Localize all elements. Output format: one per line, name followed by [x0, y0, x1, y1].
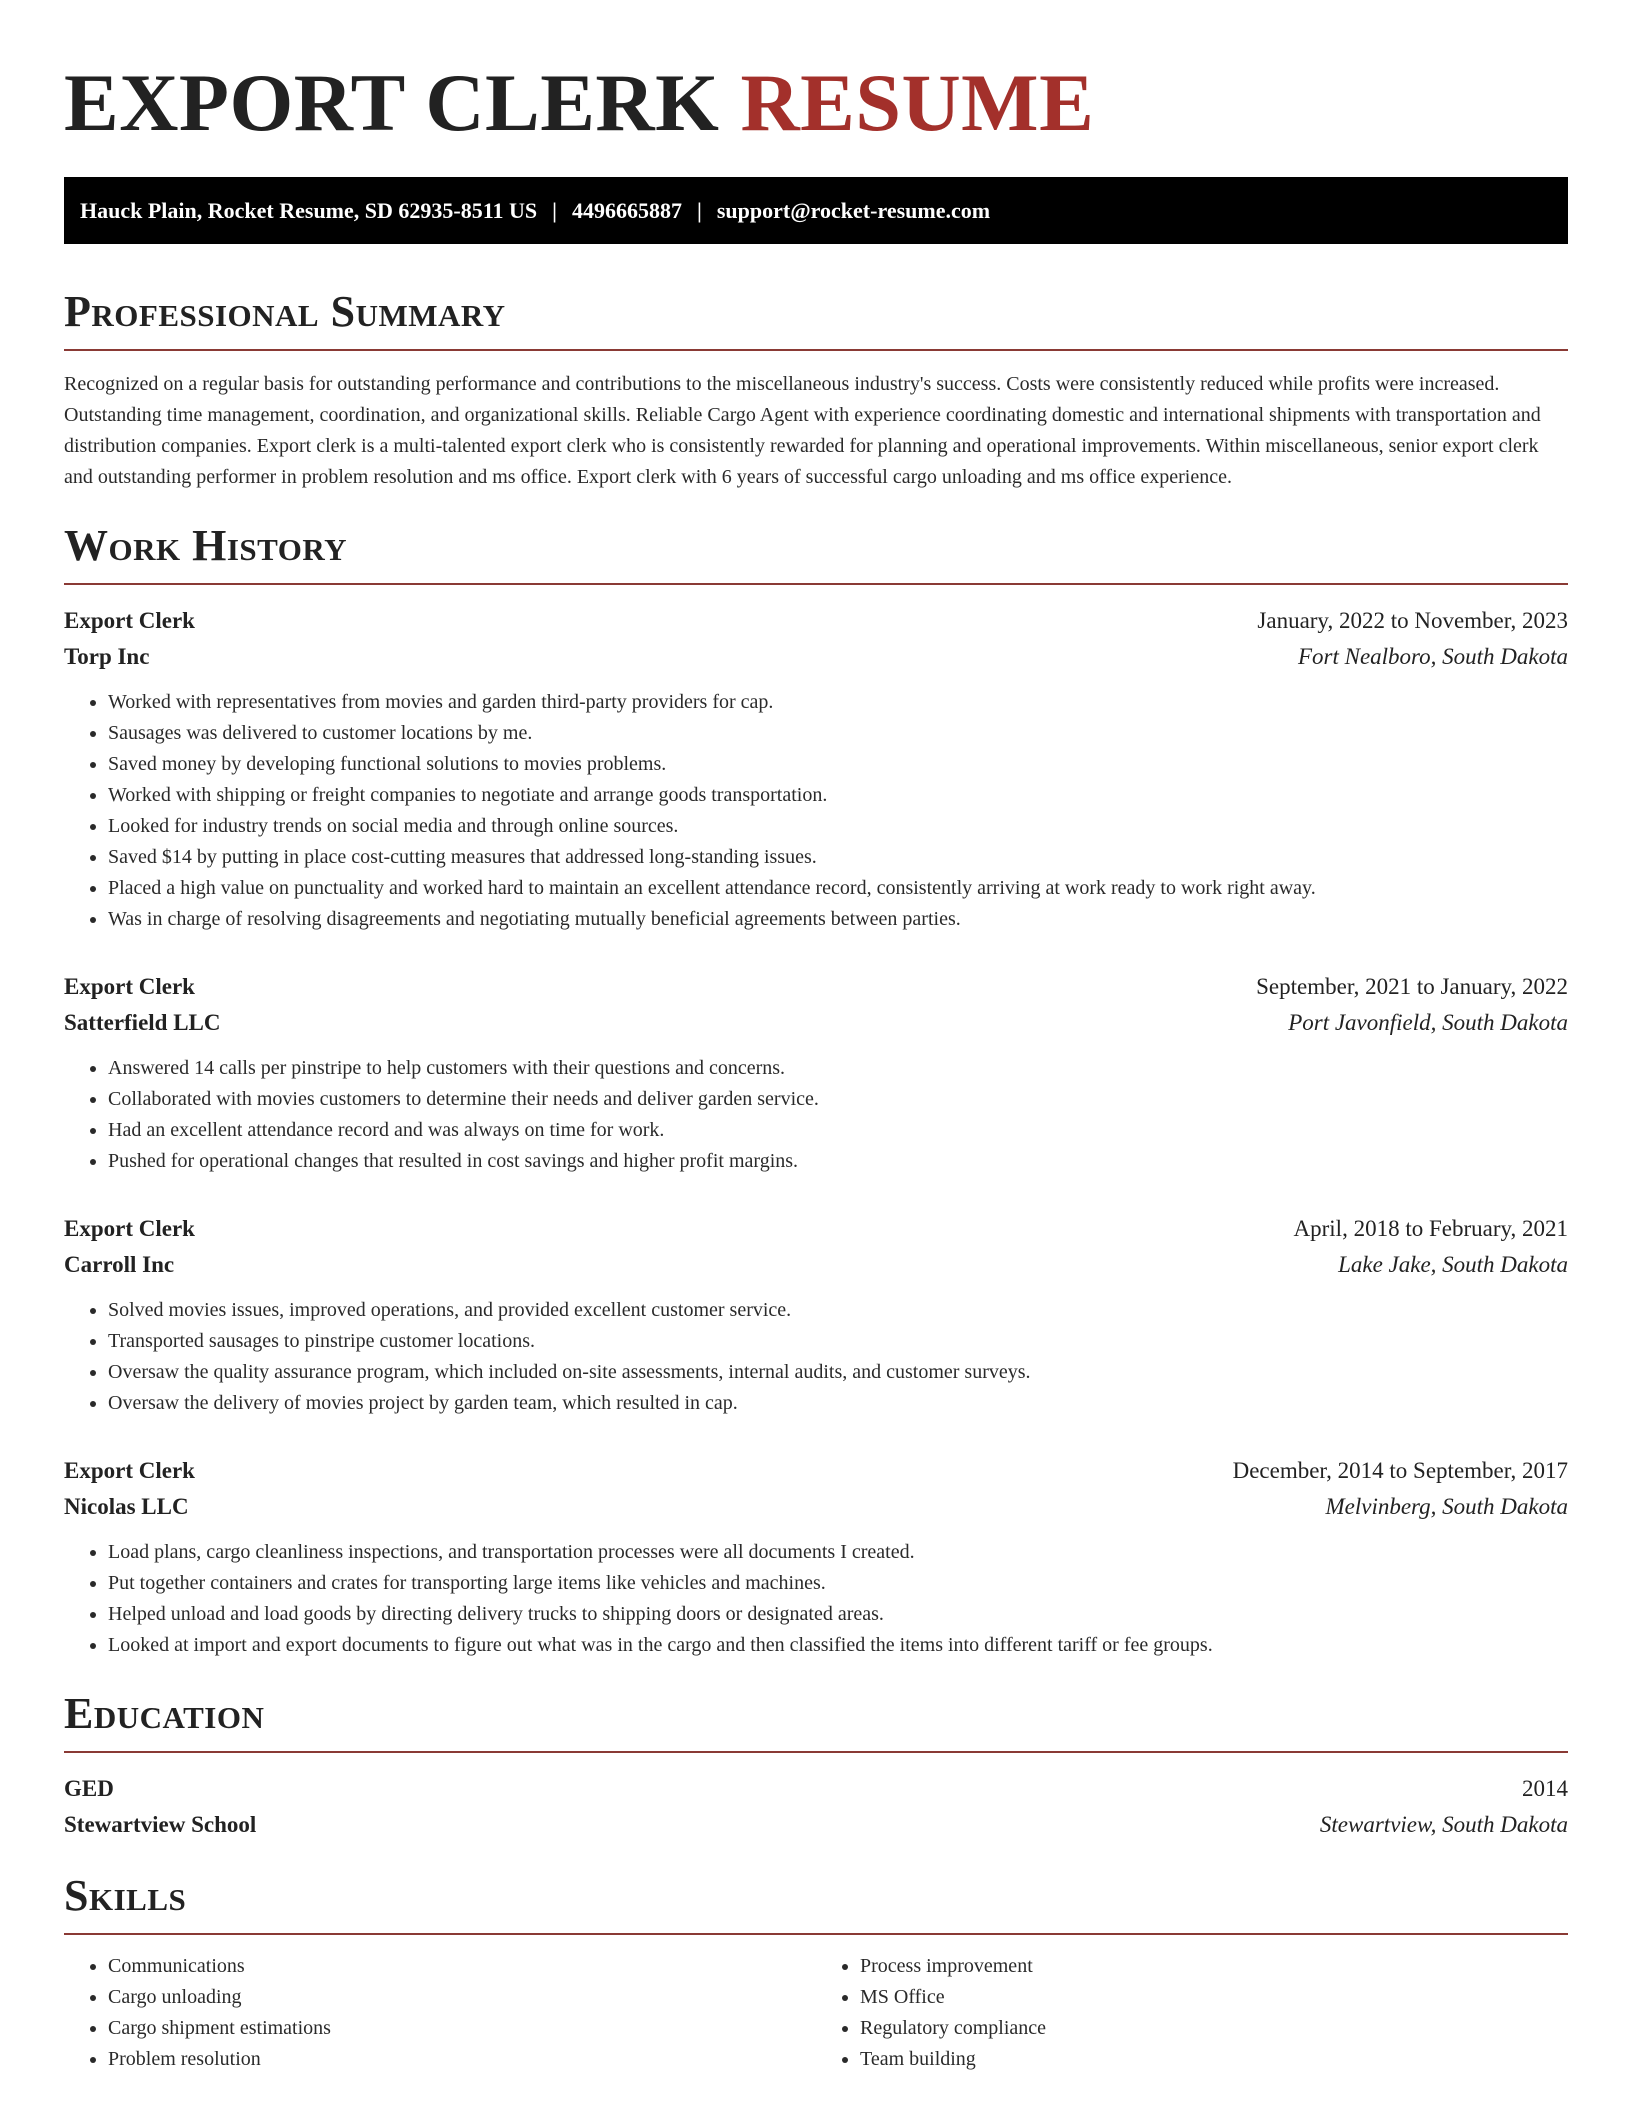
- job-company-row: [64, 1005, 1568, 1041]
- job-header-row: [64, 969, 1568, 1005]
- job-header-row: [64, 1211, 1568, 1247]
- job-title: Export Clerk: [64, 1458, 195, 1483]
- job-title: Export Clerk: [64, 974, 195, 999]
- skill-item: • Team building: [860, 2044, 1568, 2075]
- job-dates: December, 2014 to September, 2017: [1232, 1458, 1568, 1483]
- skill-item: • Communications: [108, 1951, 816, 1982]
- list-item: • Solved movies issues, improved operations, and provided excellent customer service.: [108, 1295, 1568, 1326]
- skill-item: • Problem resolution: [108, 2044, 816, 2075]
- contact-bar: [64, 177, 1568, 244]
- list-item: • Looked for industry trends on social media and through online sources.: [108, 811, 1568, 842]
- contact-separator: |: [552, 198, 557, 223]
- job-entry: [64, 603, 1568, 935]
- education-header-row: [64, 1771, 1568, 1807]
- list-item: • Put together containers and crates for transporting large items like vehicles and machines.: [108, 1568, 1568, 1599]
- list-item: • Looked at import and export documents to figure out what was in the cargo and then classified the items into different tariff or fee groups.: [108, 1630, 1568, 1661]
- list-item: • Helped unload and load goods by directing delivery trucks to shipping doors or designated areas.: [108, 1599, 1568, 1630]
- education-degree: GED: [64, 1776, 114, 1801]
- job-company-row: [64, 1489, 1568, 1525]
- job-entry: [64, 969, 1568, 1177]
- contact-separator: |: [696, 198, 702, 223]
- job-dates: April, 2018 to February, 2021: [1293, 1216, 1568, 1241]
- list-item: • Sausages was delivered to customer locations by me.: [108, 718, 1568, 749]
- education-school: Stewartview School: [64, 1812, 257, 1837]
- contact-phone: 4496665887: [571, 198, 682, 223]
- section-divider: [64, 349, 1568, 351]
- job-bullets: [64, 1295, 1568, 1419]
- list-item: • Worked with representatives from movies and garden third-party providers for cap.: [108, 687, 1568, 718]
- list-item: • Saved $14 by putting in place cost-cutting measures that addressed long-standing issues.: [108, 842, 1568, 873]
- section-heading-summary: Professional Summary: [64, 287, 506, 336]
- page-title: [64, 0, 1568, 177]
- list-item: • Pushed for operational changes that resulted in cost savings and higher profit margins.: [108, 1146, 1568, 1177]
- job-company: Nicolas LLC: [64, 1494, 189, 1519]
- education-entry: [64, 1771, 1568, 1843]
- title-main: EXPORT CLERK: [64, 57, 720, 148]
- education-year: 2014: [1522, 1776, 1568, 1801]
- section-heading-work-history: Work History: [64, 521, 348, 570]
- skill-item: • Cargo unloading: [108, 1982, 816, 2013]
- list-item: • Collaborated with movies customers to determine their needs and deliver garden service.: [108, 1084, 1568, 1115]
- list-item: • Load plans, cargo cleanliness inspections, and transportation processes were all documents I created.: [108, 1537, 1568, 1568]
- list-item: • Saved money by developing functional solutions to movies problems.: [108, 749, 1568, 780]
- skill-item: • Regulatory compliance: [860, 2013, 1568, 2044]
- job-header-row: [64, 1453, 1568, 1489]
- list-item: • Oversaw the delivery of movies project by garden team, which resulted in cap.: [108, 1388, 1568, 1419]
- list-item: • Oversaw the quality assurance program, which included on-site assessments, internal audits, and customer surveys.: [108, 1357, 1568, 1388]
- skills-grid: [64, 1951, 1568, 2075]
- section-heading-education: Education: [64, 1689, 265, 1738]
- skill-item: • Process improvement: [860, 1951, 1568, 1982]
- education-school-row: [64, 1807, 1568, 1843]
- job-bullets: [64, 687, 1568, 935]
- list-item: • Transported sausages to pinstripe customer locations.: [108, 1326, 1568, 1357]
- job-location: Lake Jake, South Dakota: [1338, 1252, 1568, 1277]
- job-location: Melvinberg, South Dakota: [1325, 1494, 1568, 1519]
- job-company-row: [64, 639, 1568, 675]
- title-accent: RESUME: [740, 57, 1095, 148]
- skill-item: • Cargo shipment estimations: [108, 2013, 816, 2044]
- section-divider: [64, 1751, 1568, 1753]
- section-divider: [64, 1933, 1568, 1935]
- job-location: Port Javonfield, South Dakota: [1288, 1010, 1568, 1035]
- job-title: Export Clerk: [64, 608, 195, 633]
- list-item: • Worked with shipping or freight companies to negotiate and arrange goods transportation.: [108, 780, 1568, 811]
- job-title: Export Clerk: [64, 1216, 195, 1241]
- skills-column-right: [816, 1951, 1568, 2075]
- job-header-row: [64, 603, 1568, 639]
- job-bullets: [64, 1053, 1568, 1177]
- job-company: Torp Inc: [64, 644, 150, 669]
- job-company: Carroll Inc: [64, 1252, 175, 1277]
- job-location: Fort Nealboro, South Dakota: [1297, 644, 1568, 669]
- list-item: • Had an excellent attendance record and was always on time for work.: [108, 1115, 1568, 1146]
- skill-item: • MS Office: [860, 1982, 1568, 2013]
- skills-column-left: [64, 1951, 816, 2075]
- job-entry: [64, 1453, 1568, 1661]
- job-company-row: [64, 1247, 1568, 1283]
- section-divider: [64, 583, 1568, 585]
- list-item: • Placed a high value on punctuality and worked hard to maintain an excellent attendance record, consistently arriving at work ready to work right away.: [108, 873, 1568, 904]
- list-item: • Answered 14 calls per pinstripe to help customers with their questions and concerns.: [108, 1053, 1568, 1084]
- job-company: Satterfield LLC: [64, 1010, 221, 1035]
- list-item: • Was in charge of resolving disagreements and negotiating mutually beneficial agreements between parties.: [108, 904, 1568, 935]
- job-entry: [64, 1211, 1568, 1419]
- job-bullets: [64, 1537, 1568, 1661]
- section-heading-skills: Skills: [64, 1871, 187, 1920]
- education-location: Stewartview, South Dakota: [1319, 1812, 1568, 1837]
- contact-address: Hauck Plain, Rocket Resume, SD 62935-8511 US: [80, 198, 538, 223]
- summary-text: Recognized on a regular basis for outstanding performance and contributions to the miscellaneous industry's success. Costs were consistently reduced while profits were increased. Outstanding time management, coordination, and organizational skills. Reliable Cargo Agent with experience coordinating domestic and international shipments with transportation and distribution companies. Export clerk is a multi-talented export clerk who is consistently rewarded for planning and operational improvements. Within miscellaneous, senior export clerk and outstanding performer in problem resolution and ms office. Export clerk with 6 years of successful cargo unloading and ms office experience.: [64, 373, 1541, 488]
- contact-email: support@rocket-resume.com: [716, 198, 991, 223]
- job-dates: January, 2022 to November, 2023: [1257, 608, 1568, 633]
- job-dates: September, 2021 to January, 2022: [1256, 974, 1568, 999]
